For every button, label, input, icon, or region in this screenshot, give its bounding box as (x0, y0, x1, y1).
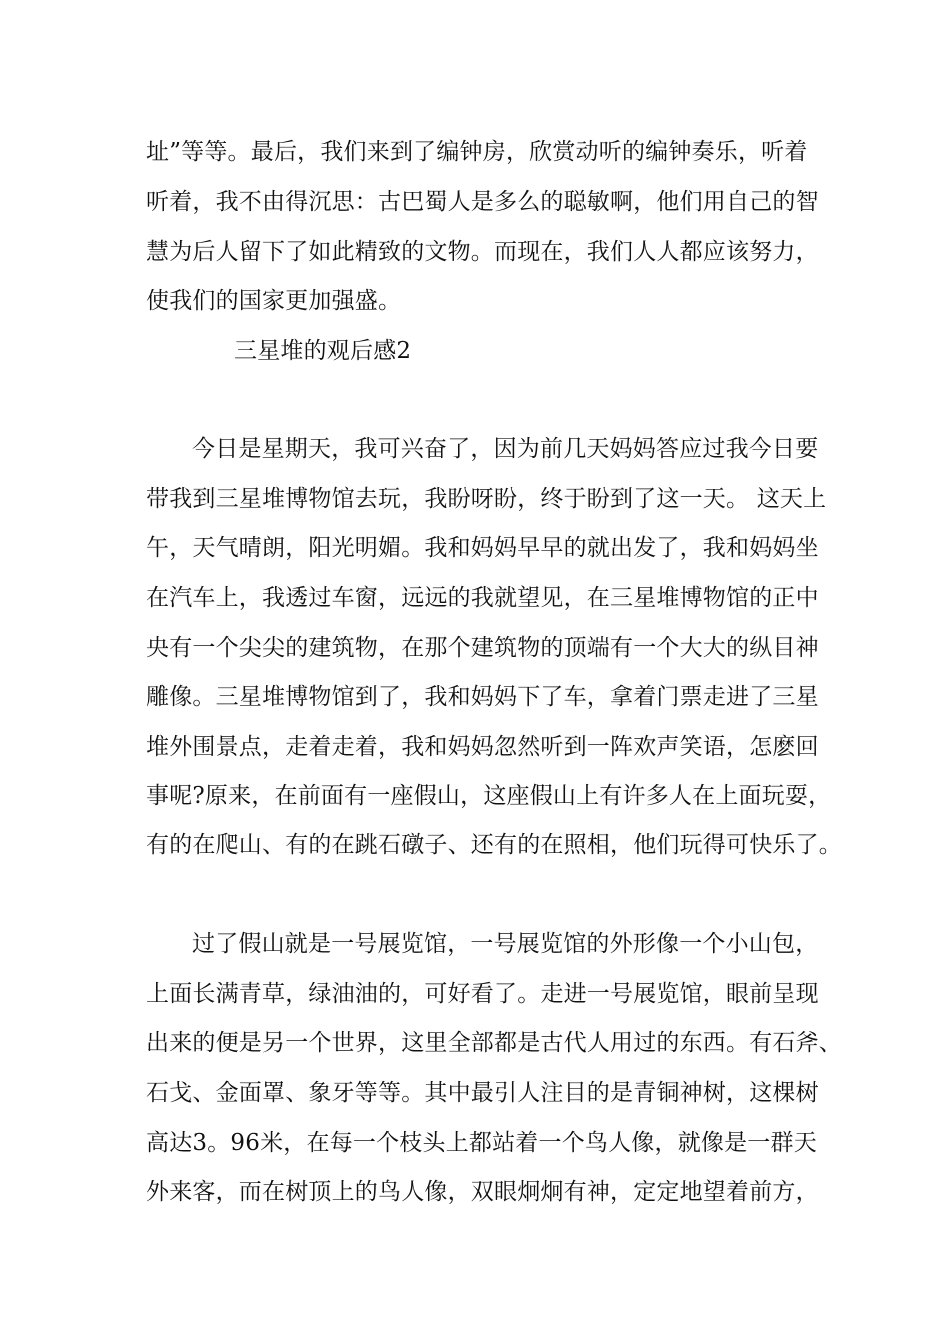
text-line: 带我到三星堆博物馆去玩，我盼呀盼，终于盼到了这一天。 这天上 (146, 486, 827, 512)
text-line: 午，天气晴朗，阳光明媚。我和妈妈早早的就出发了，我和妈妈坐 (146, 535, 819, 561)
text-line: 事呢?原来，在前面有一座假山，这座假山上有许多人在上面玩耍， (146, 783, 832, 809)
text-line: 上面长满青草，绿油油的，可好看了。走进一号展览馆，眼前呈现 (146, 981, 819, 1007)
text-line: 有的在爬山、有的在跳石礅子、还有的在照相，他们玩得可快乐了。 (146, 832, 842, 858)
text-line: 石戈、金面罩、象牙等等。其中最引人注目的是青铜神树，这棵树 (146, 1080, 819, 1106)
text-line: 听着，我不由得沉思：古巴蜀人是多么的聪敏啊，他们用自己的智 (146, 189, 819, 215)
text-line: 在汽车上，我透过车窗，远远的我就望见，在三星堆博物馆的正中 (146, 585, 819, 611)
text-line: 址”等等。最后，我们来到了编钟房，欣赏动听的编钟奏乐，听着 (146, 139, 808, 165)
section-title: 三星堆的观后感2 (234, 338, 412, 364)
text-line: 外来客，而在树顶上的鸟人像，双眼炯炯有神，定定地望着前方， (146, 1179, 819, 1205)
text-line: 慧为后人留下了如此精致的文物。而现在，我们人人都应该努力， (146, 239, 819, 265)
text-line: 堆外围景点，走着走着，我和妈妈忽然听到一阵欢声笑语，怎麽回 (146, 734, 819, 760)
text-line: 今日是星期天，我可兴奋了，因为前几天妈妈答应过我今日要 (192, 436, 819, 462)
text-line: 雕像。三星堆博物馆到了，我和妈妈下了车，拿着门票走进了三星 (146, 684, 819, 710)
text-line: 过了假山就是一号展览馆，一号展览馆的外形像一个小山包， (192, 931, 819, 957)
text-line: 使我们的国家更加强盛。 (146, 288, 402, 314)
text-line: 高达3。96米，在每一个枝头上都站着一个鸟人像，就像是一群天 (146, 1130, 817, 1156)
text-line: 央有一个尖尖的建筑物，在那个建筑物的顶端有一个大大的纵目神 (146, 635, 819, 661)
text-line: 出来的便是另一个世界，这里全部都是古代人用过的东西。有石斧、 (146, 1030, 842, 1056)
